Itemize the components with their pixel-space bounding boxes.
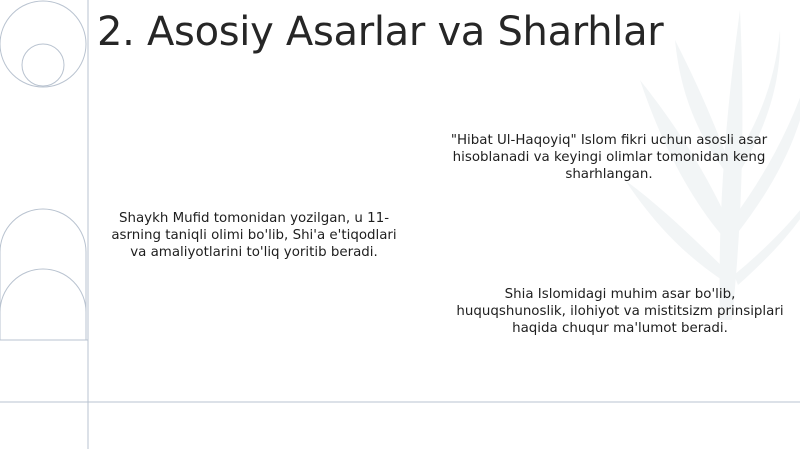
text-block-shia-islom: Shia Islomidagi muhim asar bo'lib, huquqshunoslik, ilohiyot va mistitsizm prinsiplari haqida chuqur ma'lumot beradi. xyxy=(456,287,784,336)
text-block-shaykh-mufid: Shaykh Mufid tomonidan yozilgan, u 11-asrning taniqli olimi bo'lib, Shi'a e'tiqodlari va amaliyotlarini to'liq yoritib beradi. xyxy=(111,211,397,260)
text-block-hibat-ul-haqoyiq: "Hibat Ul-Haqoyiq" Islom fikri uchun asosli asar hisoblanadi va keyingi olimlar tomonidan keng sharhlangan. xyxy=(450,133,768,182)
slide-title: 2. Asosiy Asarlar va Sharhlar xyxy=(97,9,664,55)
arch-shape-lower xyxy=(0,269,86,340)
arch-shape-upper xyxy=(0,209,86,340)
inner-circle xyxy=(22,44,64,86)
